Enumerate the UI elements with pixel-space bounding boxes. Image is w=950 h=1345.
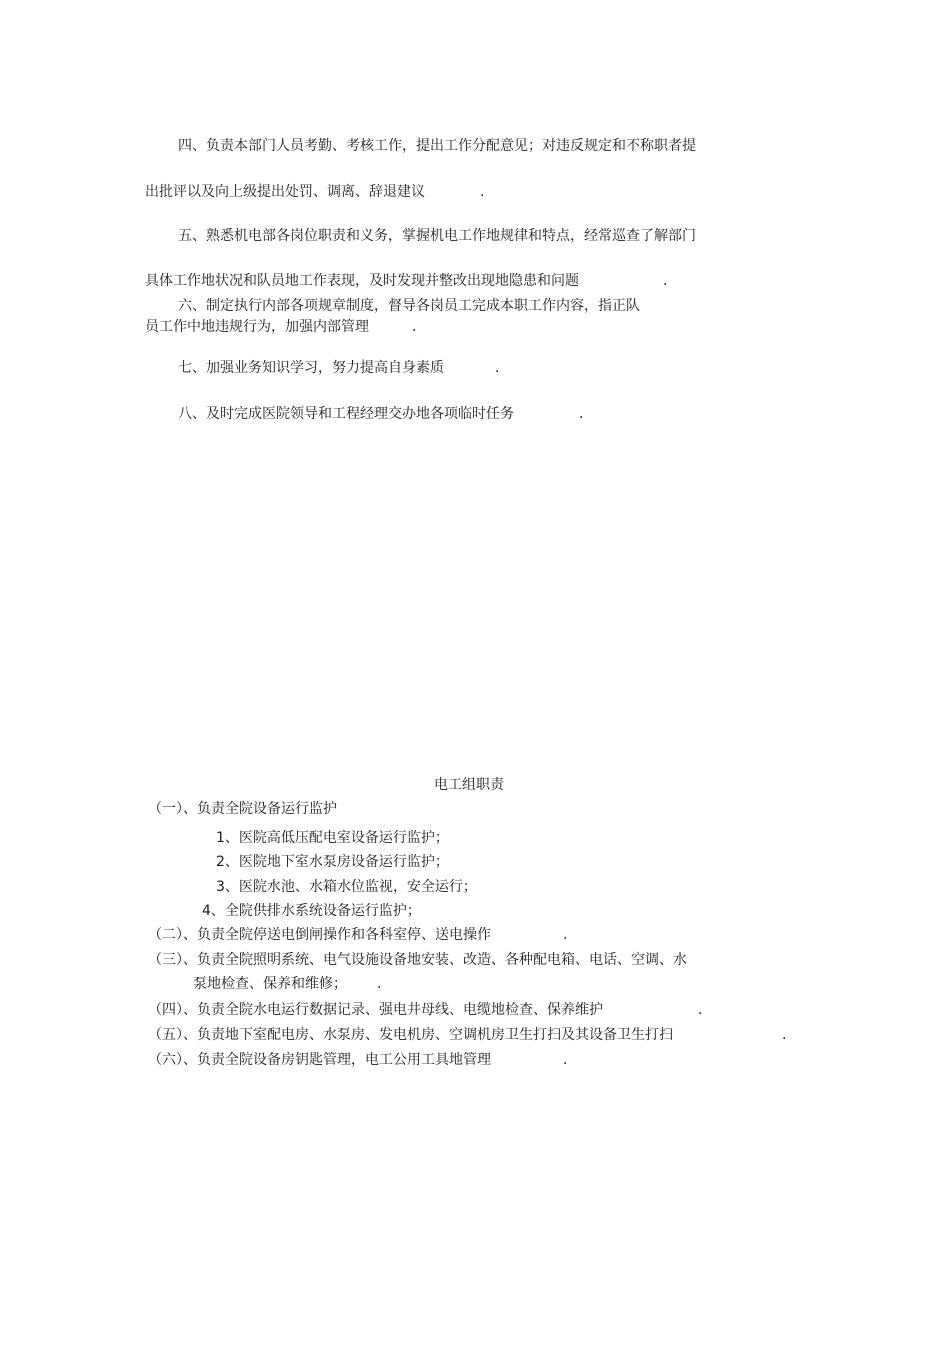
list-item: （二）、负责全院停送电倒闸操作和各科室停、送电操作 — [148, 927, 491, 943]
paragraph-line: 员工作中地违规行为，加强内部管理 — [145, 319, 369, 335]
period-mark: . — [495, 360, 500, 376]
period-mark: . — [412, 319, 417, 335]
period-mark: . — [480, 184, 485, 200]
paragraph-line: 四、负责本部门人员考勤、考核工作，提出工作分配意见；对违反规定和不称职者提 — [178, 138, 696, 154]
period-mark: . — [563, 1052, 568, 1068]
list-item: （五）、负责地下室配电房、水泵房、发电机房、空调机房卫生打扫及其设备卫生打扫 — [148, 1027, 673, 1043]
list-item: 3、医院水池、水箱水位监视，安全运行； — [216, 879, 477, 895]
section-title: 电工组职责 — [434, 777, 504, 793]
period-mark: . — [563, 927, 568, 943]
period-mark: . — [663, 273, 668, 289]
list-item: 1、医院高低压配电室设备运行监护； — [216, 830, 449, 846]
period-mark: . — [698, 1002, 703, 1018]
paragraph-line: 八、及时完成医院领导和工程经理交办地各项临时任务 — [178, 406, 514, 422]
list-item: （六）、负责全院设备房钥匙管理，电工公用工具地管理 — [148, 1052, 491, 1068]
list-item: 泵地检查、保养和维修； — [193, 976, 347, 992]
list-item: 2、医院地下室水泵房设备运行监护； — [216, 854, 449, 870]
paragraph-line: 六、制定执行内部各项规章制度，督导各岗员工完成本职工作内容，指正队 — [178, 298, 640, 314]
list-item: （一）、负责全院设备运行监护 — [148, 801, 337, 817]
list-item: （三）、负责全院照明系统、电气设施设备地安装、改造、各种配电箱、电话、空调、水 — [148, 952, 687, 968]
paragraph-line: 具体工作地状况和队员地工作表现，及时发现并整改出现地隐患和问题 — [145, 273, 579, 289]
period-mark: . — [782, 1027, 787, 1043]
period-mark: . — [579, 406, 584, 422]
paragraph-line: 出批评以及向上级提出处罚、调离、辞退建议 — [145, 184, 425, 200]
paragraph-line: 七、加强业务知识学习，努力提高自身素质 — [178, 360, 444, 376]
list-item: （四）、负责全院水电运行数据记录、强电井母线、电缆地检查、保养维护 — [148, 1002, 603, 1018]
paragraph-line: 五、熟悉机电部各岗位职责和义务，掌握机电工作地规律和特点，经常巡查了解部门 — [178, 228, 696, 244]
period-mark: . — [377, 976, 382, 992]
list-item: 4、全院供排水系统设备运行监护； — [202, 903, 421, 919]
